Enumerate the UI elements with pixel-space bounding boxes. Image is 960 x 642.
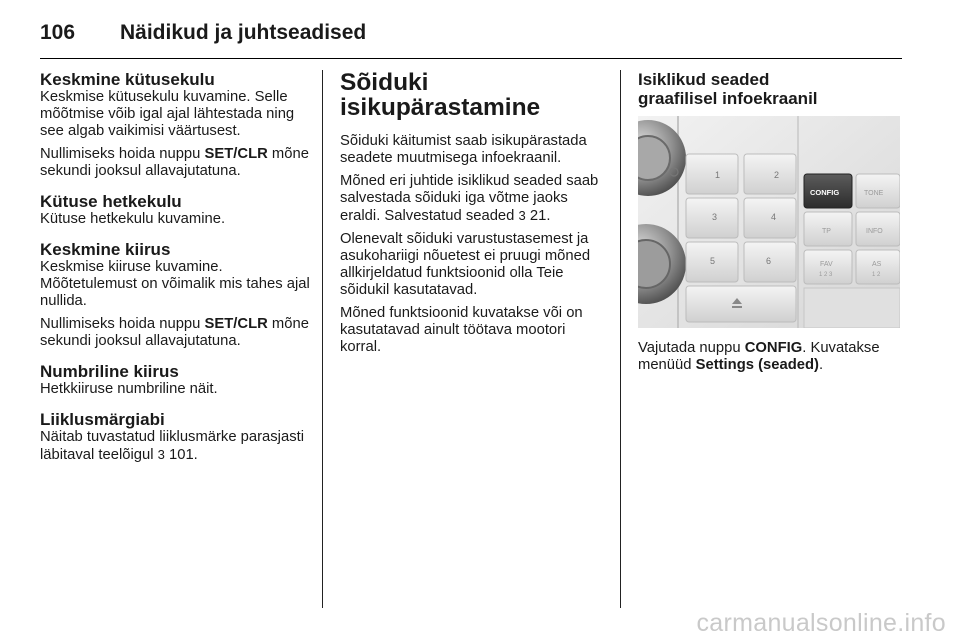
heading-personalization: Sõiduki isikupärastamine [340,69,541,121]
header-rule [40,58,902,59]
text-digital-speed: Hetkkiiruse numbriline näit. [40,381,218,397]
heading-instant-fuel: Kütuse hetkekulu [40,192,182,211]
key-set-clr: SET/CLR [204,316,268,332]
heading-traffic-sign: Liiklusmärgiabi [40,410,165,429]
fav-button [804,250,852,284]
text-instant-fuel: Kütuse hetkekulu kuvamine. [40,211,226,227]
key-config: CONFIG [744,340,803,356]
section-title: Näidikud ja juhtseadised [120,21,367,44]
heading-digital-speed: Numbriline kiirus [40,362,179,381]
preset-button-3 [686,198,738,238]
svg-text:1 2: 1 2 [872,272,881,278]
column-divider-2 [620,70,621,608]
column-right [638,70,906,380]
preset-button-6 [744,242,796,282]
preset-button-1 [686,154,738,194]
svg-text:1 2 3: 1 2 3 [819,272,833,278]
svg-text:2: 2 [774,170,780,180]
text-config-instruction: Vajutada nuppu CONFIG. Kuvatakse menüüd Settings (seaded). [638,340,880,373]
page-header [40,16,900,50]
text-personalization-engine: Mõned funktsioonid kuvatakse või on kasutatavad ainult töötava mootori korral. [340,305,583,355]
svg-text:4: 4 [771,212,777,222]
svg-text:3: 3 [712,212,718,222]
eject-button [686,286,796,322]
info-button [856,212,900,246]
svg-text:1: 1 [715,170,721,180]
text-avg-speed-reset: Nullimiseks hoida nuppu SET/CLR mõne sekundi jooksul allavajutatuna. [40,316,309,349]
svg-text:6: 6 [766,256,772,266]
heading-avg-speed: Keskmine kiirus [40,240,171,259]
preset-button-5 [686,242,738,282]
text-avg-fuel: Keskmise kütusekulu kuvamine. Selle mõõtmise võib igal ajal lähtestada ning see algab vaikimisi väärtusest. [40,89,295,139]
preset-button-4 [744,198,796,238]
as-button [856,250,900,284]
svg-text:CONFIG: CONFIG [810,188,840,197]
svg-text:AS: AS [872,261,882,268]
watermark: carmanualsonline.info [696,609,946,637]
text-personalization-keys: Mõned eri juhtide isiklikud seaded saab salvestada sõiduki iga võtme jaoks eraldi. Salvestatud seaded 3 21. [340,173,599,224]
svg-text:5: 5 [710,256,716,266]
svg-text:TONE: TONE [864,190,884,197]
heading-avg-fuel: Keskmine kütusekulu [40,70,215,89]
page-number: 106 [40,21,76,44]
tone-button [856,174,900,208]
heading-personal-settings: Isiklikud seaded graafilisel infoekraanil [638,70,818,108]
config-button [804,174,852,208]
preset-button-2 [744,154,796,194]
column-divider-1 [322,70,323,608]
text-personalization-equipment: Olenevalt sõiduki varustustasemest ja asukohariigi nõuetest ei pruugi mõned allkirjeldatud funktsioonid olla Teie sõidukil kasutatavad. [340,231,591,298]
key-set-clr: SET/CLR [204,146,268,162]
column-middle [340,70,610,362]
text-avg-fuel-reset: Nullimiseks hoida nuppu SET/CLR mõne sekundi jooksul allavajutatuna. [40,146,309,179]
svg-text:FAV: FAV [820,261,833,268]
page-ref-arrow-icon: 3 [518,208,526,223]
text-personalization-intro: Sõiduki käitumist saab isikupärastada seadete muutmisega infoekraanil. [340,133,587,166]
page-ref-arrow-icon: 3 [157,447,165,462]
tp-button [804,212,852,246]
text-traffic-sign: Näitab tuvastatud liiklusmärke parasjasti läbitaval teelõigul 3 101. [40,429,304,463]
svg-text:TP: TP [822,228,831,235]
text-avg-speed: Keskmise kiiruse kuvamine. Mõõtetulemust on võimalik mis tahes ajal nullida. [40,259,310,309]
svg-text:INFO: INFO [866,228,883,235]
control-panel-photo [638,116,900,328]
menu-settings: Settings (seaded) [695,357,819,373]
column-left [40,70,312,470]
